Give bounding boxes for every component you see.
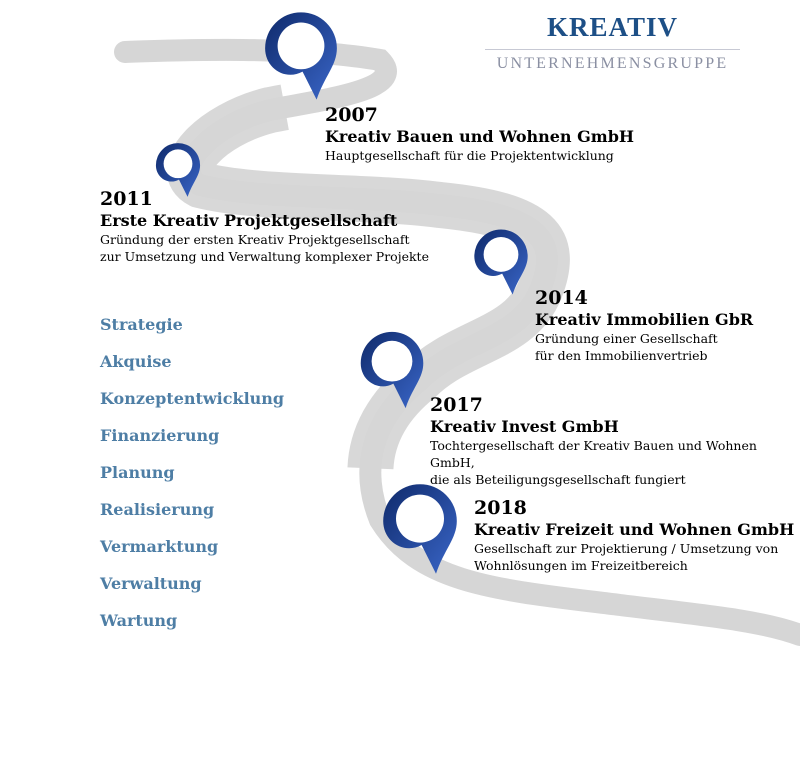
milestone-year: 2017 (430, 394, 483, 416)
milestone-company: Kreativ Invest GmbH (430, 417, 619, 436)
milestone-company: Erste Kreativ Projektgesellschaft (100, 211, 398, 230)
milestone-2017 (430, 394, 800, 488)
service-item: Wartung (100, 611, 178, 630)
milestone-description: Tochtergesellschaft der Kreativ Bauen und Wohnen GmbH, (430, 438, 757, 470)
milestone-2007 (325, 104, 634, 164)
milestone-2018 (474, 497, 794, 574)
milestone-company: Kreativ Immobilien GbR (535, 310, 754, 329)
milestone-company: Kreativ Bauen und Wohnen GmbH (325, 127, 635, 146)
milestone-year: 2014 (535, 287, 588, 309)
service-item: Verwaltung (100, 574, 202, 593)
service-item: Planung (100, 463, 175, 482)
milestone-2011 (100, 188, 429, 265)
milestone-year: 2011 (100, 188, 153, 210)
service-item: Akquise (100, 352, 172, 371)
service-item: Realisierung (100, 500, 215, 519)
services-list (100, 306, 284, 639)
service-item: Strategie (100, 315, 183, 334)
logo-subtitle: UNTERNEHMENSGRUPPE (496, 55, 729, 72)
milestone-description: Gesellschaft zur Projektierung / Umsetzung von (474, 541, 779, 556)
milestone-description: Hauptgesellschaft für die Projektentwicklung (325, 148, 614, 163)
service-item: Konzeptentwicklung (100, 389, 285, 408)
milestone-description: Gründung einer Gesellschaft (535, 331, 718, 346)
milestone-description: Wohnlösungen im Freizeitbereich (474, 558, 688, 573)
milestone-description: die als Beteiligungsgesellschaft fungiert (430, 472, 686, 487)
company-logo (485, 12, 740, 73)
location-pin-icon (472, 226, 530, 298)
milestone-company: Kreativ Freizeit und Wohnen GmbH (474, 520, 795, 539)
logo-divider (485, 49, 740, 50)
milestone-description: für den Immobilienvertrieb (535, 348, 708, 363)
location-pin-icon (358, 328, 426, 412)
milestone-2014 (535, 287, 753, 364)
location-pin-icon (262, 8, 340, 104)
service-item: Vermarktung (100, 537, 219, 556)
milestone-year: 2018 (474, 497, 527, 519)
logo-name: KREATIV (546, 12, 679, 42)
location-pin-icon (380, 480, 460, 578)
milestone-description: zur Umsetzung und Verwaltung komplexer Projekte (100, 249, 429, 264)
service-item: Finanzierung (100, 426, 220, 445)
milestone-year: 2007 (325, 104, 378, 126)
milestone-description: Gründung der ersten Kreativ Projektgesellschaft (100, 232, 410, 247)
